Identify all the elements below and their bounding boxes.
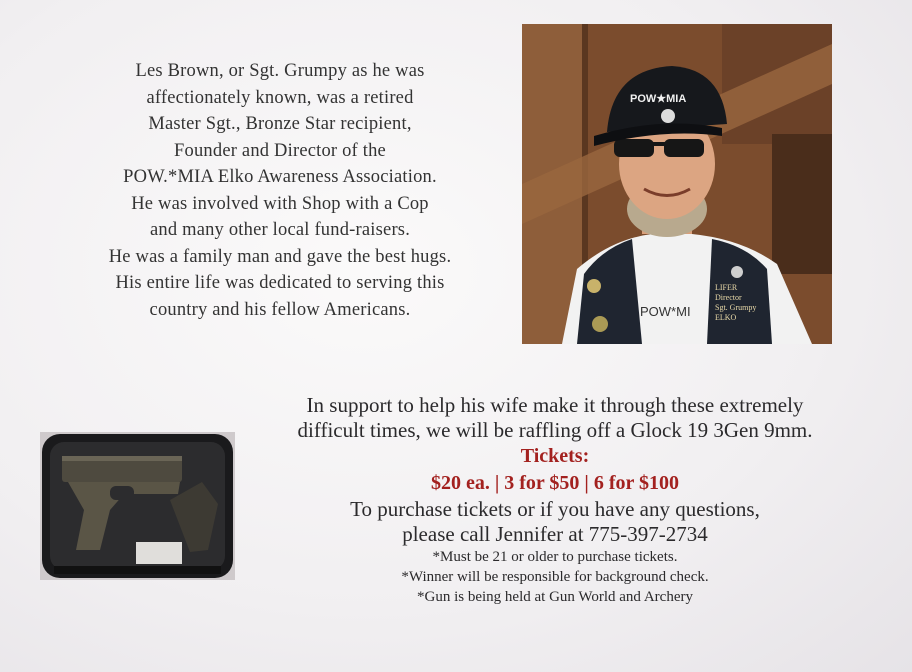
patch-line: LIFER bbox=[715, 283, 738, 292]
patch-line: ELKO bbox=[715, 313, 737, 322]
ticket-prices: $20 ea. | 3 for $50 | 6 for $100 bbox=[430, 472, 680, 494]
hat-text: POW★MIA bbox=[630, 93, 687, 105]
bio-line: affectionately known, was a retired bbox=[146, 87, 414, 108]
glock-photo bbox=[40, 432, 235, 580]
patch-line: Director bbox=[715, 293, 742, 302]
tickets-heading: Tickets: bbox=[520, 445, 590, 467]
raffle-line: difficult times, we will be raffling off a Glock 19 3Gen 9mm. bbox=[297, 418, 813, 442]
raffle-note: *Gun is being held at Gun World and Archery bbox=[417, 589, 693, 605]
bio-line: His entire life was dedicated to serving this bbox=[115, 273, 445, 293]
raffle-line: To purchase tickets or if you have any questions, bbox=[350, 497, 760, 521]
portrait-photo bbox=[522, 24, 832, 344]
bio-line: country and his fellow Americans. bbox=[149, 299, 411, 320]
bio-line: POW.*MIA Elko Awareness Association. bbox=[123, 167, 437, 187]
bio-line: and many other local fund-raisers. bbox=[149, 220, 411, 240]
vest-text: POW*MI bbox=[640, 304, 691, 319]
raffle-section bbox=[250, 393, 860, 607]
gun-case-illustration bbox=[40, 432, 235, 580]
bio-line: Founder and Director of the bbox=[174, 140, 386, 161]
bio-line: He was a family man and gave the best hugs. bbox=[108, 246, 452, 267]
contact-line: please call Jennifer at 775-397-2734 bbox=[402, 522, 708, 546]
portrait-illustration bbox=[522, 24, 832, 344]
bio-line: He was involved with Shop with a Cop bbox=[131, 193, 429, 214]
raffle-line: In support to help his wife make it through these extremely bbox=[306, 393, 804, 417]
bio-text bbox=[60, 58, 500, 323]
bio-line: Les Brown, or Sgt. Grumpy as he was bbox=[135, 61, 425, 81]
bio-line: Master Sgt., Bronze Star recipient, bbox=[148, 114, 412, 134]
raffle-note: *Must be 21 or older to purchase tickets. bbox=[432, 549, 678, 565]
patch-line: Sgt. Grumpy bbox=[715, 303, 757, 312]
raffle-note: *Winner will be responsible for background check. bbox=[401, 569, 709, 585]
